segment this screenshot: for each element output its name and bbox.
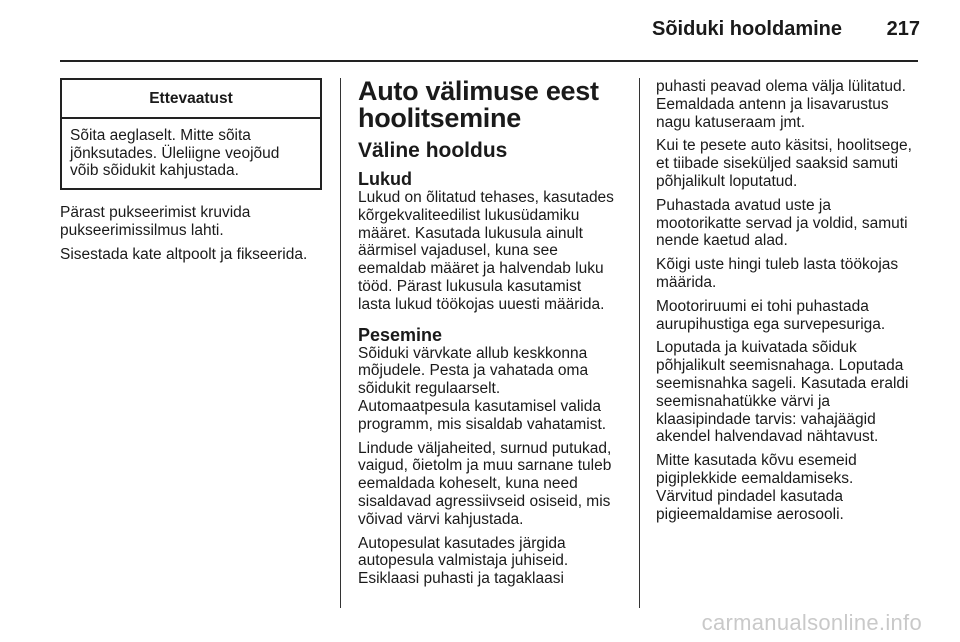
- left-column: [60, 78, 322, 270]
- paragraph: Kui te pesete auto käsitsi, hoolitsege, et tiibade siseküljed saaksid samuti põhjalikult loputatud.: [656, 137, 912, 190]
- paragraph: Puhastada avatud uste ja mootorikatte servad ja voldid, samuti nende kaetud alad.: [656, 196, 908, 250]
- paragraph: Mitte kasutada kõvu esemeid pigiplekkide eemaldamiseks. Värvitud pindadel kasutada pigieemaldamise aerosooli.: [656, 452, 857, 523]
- paragraph: Sõiduki värvkate allub keskkonna mõjudele. Pesta ja vahatada oma sõidukit regulaarselt. Automaatpesula kasutamisel valida programm, mis sisaldab vahatamist.: [358, 344, 607, 433]
- right-column: [656, 78, 926, 529]
- paragraph: Autopesulat kasutades järgida autopesula valmistaja juhiseid. Esiklaasi puhasti ja tagaklaasi: [358, 534, 569, 588]
- header-divider: [60, 60, 918, 62]
- washing-heading: Pesemine: [358, 324, 443, 345]
- warning-title: Ettevaatust: [62, 80, 320, 119]
- paragraph: Kõigi uste hingi tuleb lasta töökojas määrida.: [656, 256, 899, 291]
- warning-text: Sõita aeglaselt. Mitte sõita jõnksutades. Üleliigne veojõud võib sõidukit kahjustada.: [70, 126, 280, 180]
- paragraph: Lindude väljaheited, surnud putukad, vaigud, õietolm ja muu sarnane tuleb eemaldada koheselt, kuna need sisaldavad agressiivseid osiseid, mis võivad värvi kahjustada.: [358, 439, 612, 528]
- page-header: [0, 0, 960, 70]
- locks-text: Lukud on õlitatud tehases, kasutades kõrgekvaliteedilist lukusüdamiku määret. Kasutada lukusula ainult äärmisel vajadusel, kuna see eemaldab määret ja halvendab luku tööd. Pärast lukusula kasutamist lasta lukud töökojas uuesti määrida.: [358, 189, 614, 313]
- paragraph: Pärast pukseerimist kruvida pukseerimissilmus lahti.: [60, 204, 251, 239]
- column-divider-2: [639, 78, 640, 608]
- paragraph: puhasti peavad olema välja lülitatud. Eemaldada antenn ja lisavarustus nagu katuseraam jmt.: [656, 78, 906, 131]
- section-heading: Auto välimuse eest hoolitsemine: [358, 76, 599, 133]
- locks-heading: Lukud: [358, 169, 412, 189]
- paragraph: Loputada ja kuivatada sõiduk põhjalikult seemisnahaga. Loputada seemisnahka sageli. Kasutada eraldi seemisnahatükke värvi ja klaasipindade tarvis: vahajäägid akendel halvendavad nähtavust.: [656, 339, 909, 446]
- chapter-title: Sõiduki hooldamine: [651, 18, 842, 40]
- column-divider-1: [340, 78, 341, 608]
- middle-column: [358, 78, 626, 594]
- paragraph: Mootoriruumi ei tohi puhastada aurupihustiga ega survepesuriga.: [656, 297, 886, 333]
- watermark: carmanualsonline.info: [701, 610, 922, 635]
- paragraph: Sisestada kate altpoolt ja fikseerida.: [60, 245, 308, 263]
- subsection-heading: Väline hooldus: [358, 139, 508, 162]
- page-number: 217: [886, 18, 920, 40]
- warning-box: [60, 78, 322, 190]
